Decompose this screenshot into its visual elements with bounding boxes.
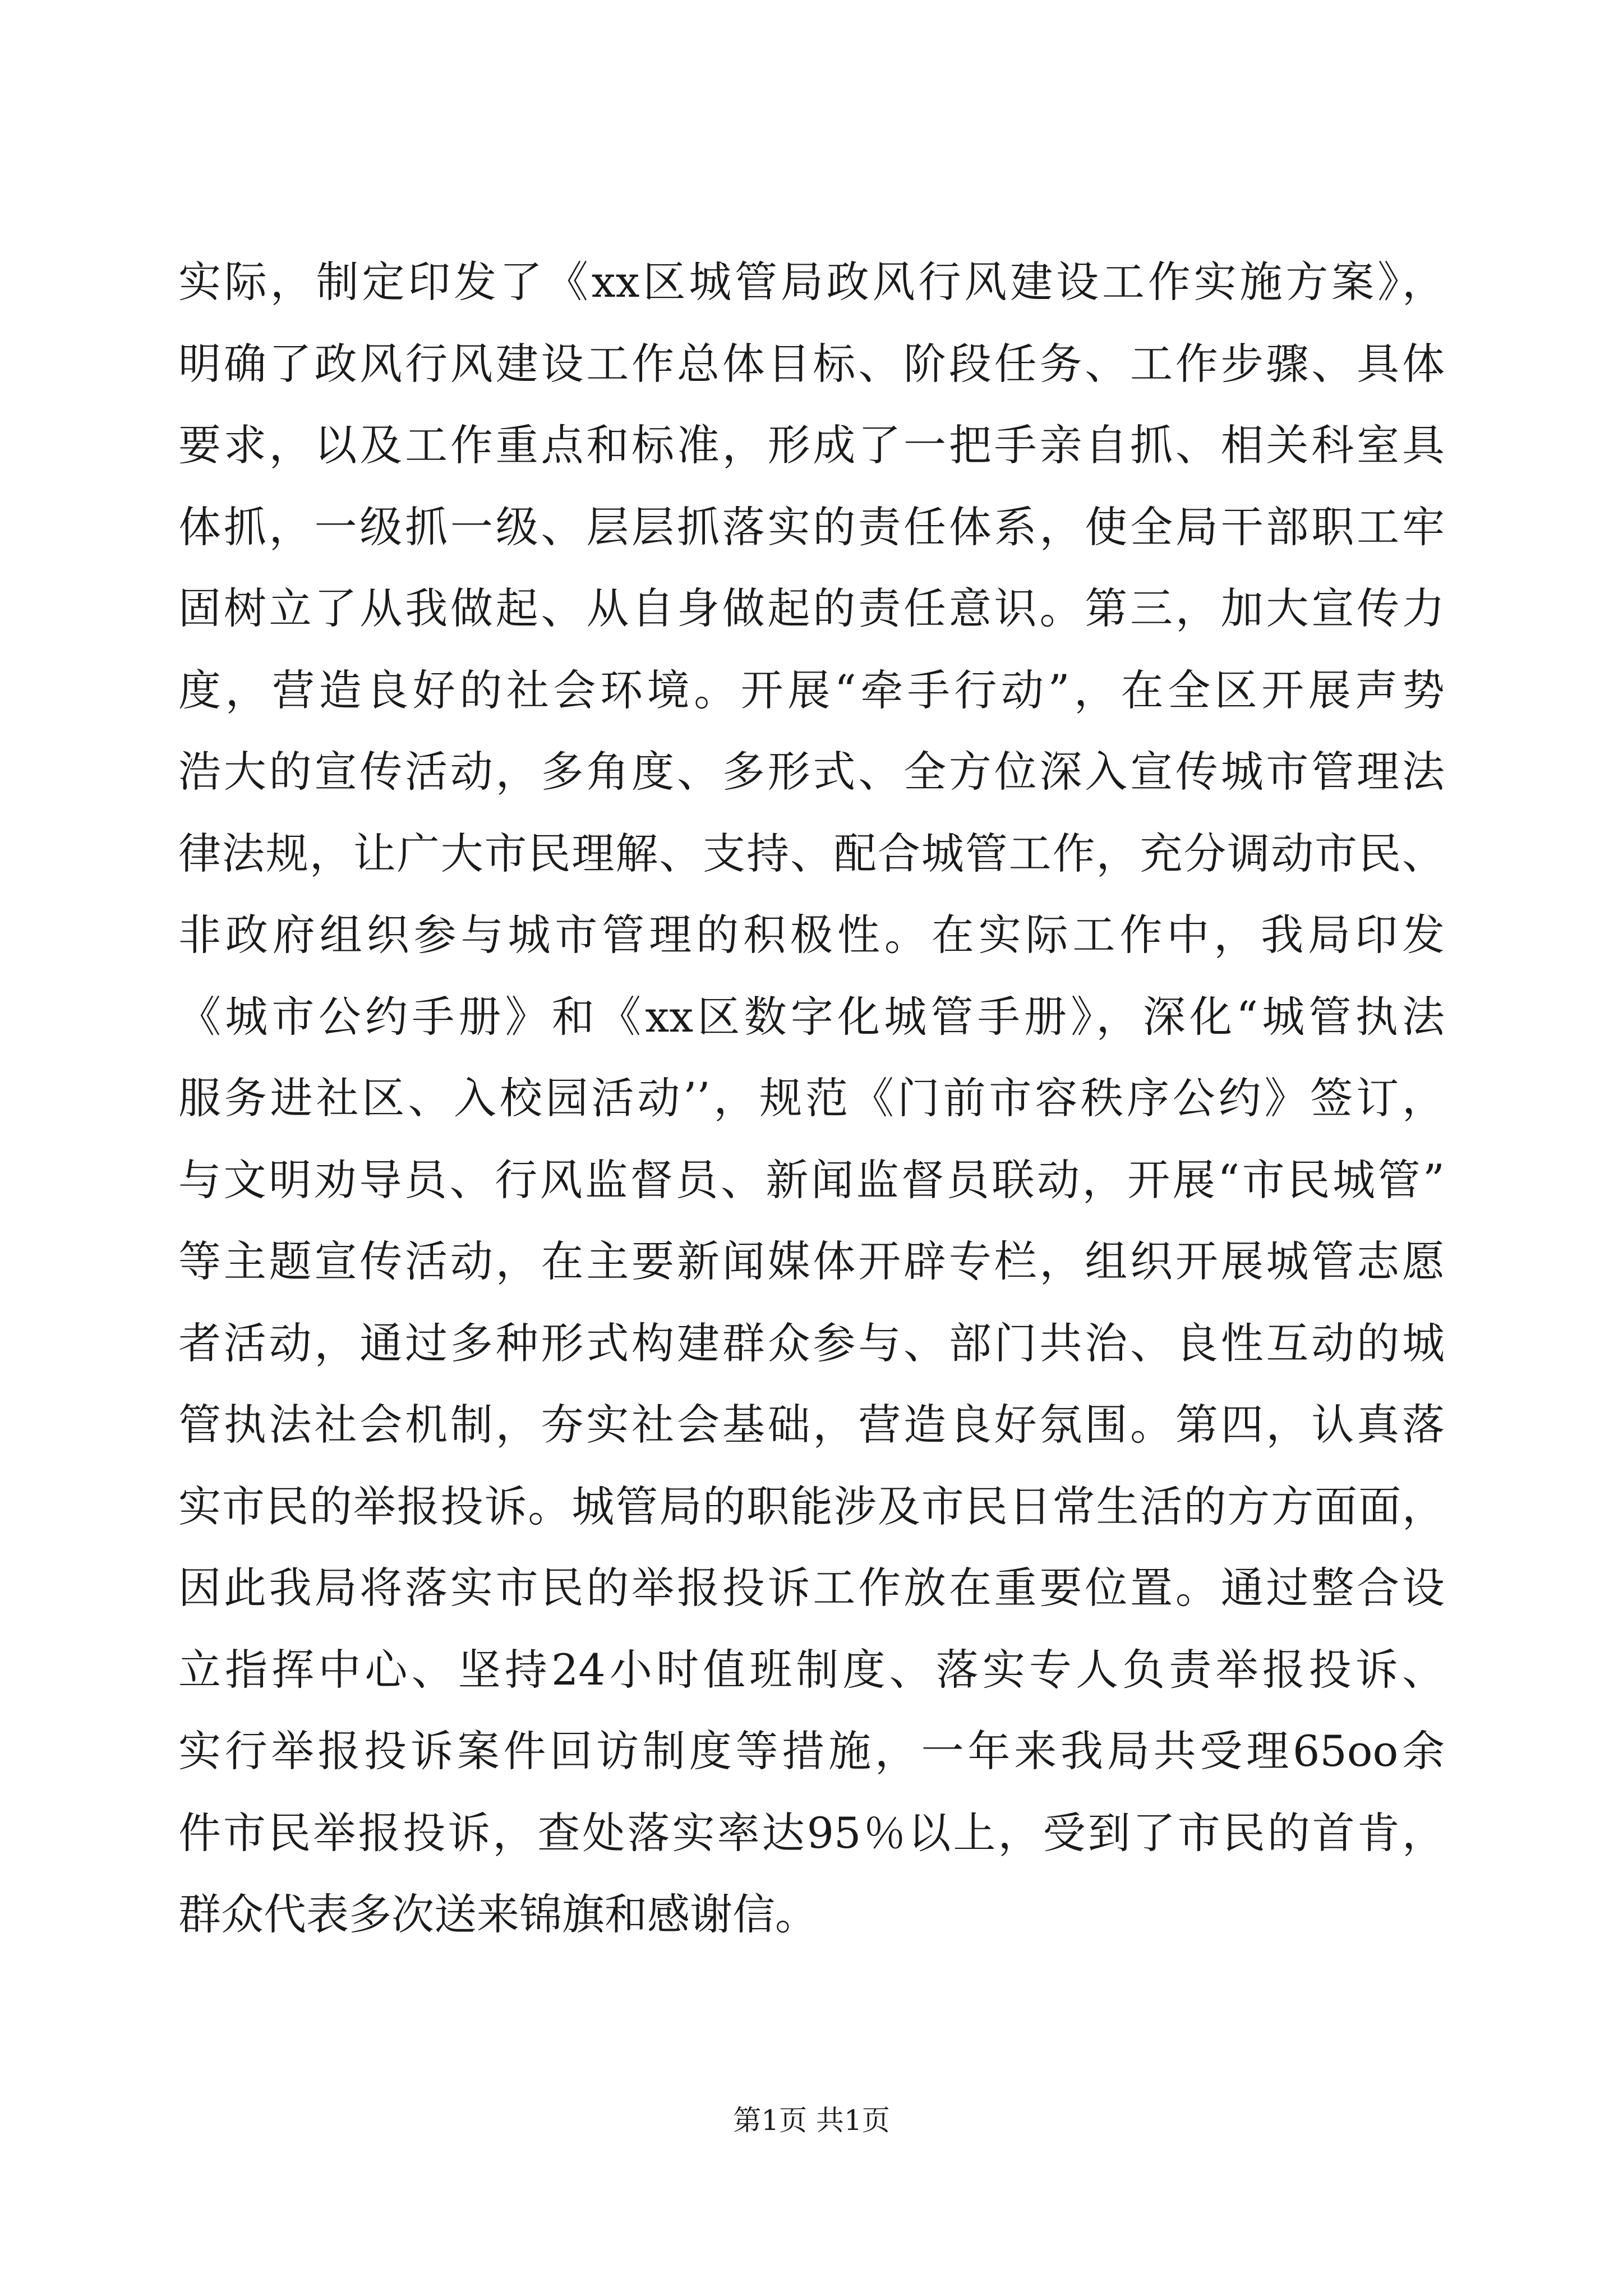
text-line-1: 实际，制定印发了《xx区城管局政风行风建设工作实施方案》， — [178, 257, 1445, 307]
text-line-11: 服务进社区、入校园活动’’，规范《门前市容秩序公约》签订， — [178, 1073, 1445, 1123]
text-line-6: 度，营造良好的社会环境。开展“牵手行动”，在全区开展声势 — [178, 665, 1445, 715]
text-line-3: 要求，以及工作重点和标准，形成了一把手亲自抓、相关科室具 — [178, 420, 1445, 470]
text-line-12: 与文明劝导员、行风监督员、新闻监督员联动，开展“市民城管” — [178, 1154, 1445, 1205]
text-line-10: 《城市公约手册》和《xx区数字化城管手册》，深化“城管执法 — [178, 991, 1445, 1042]
page-number-label: 第1页 共1页 — [733, 2104, 890, 2137]
text-line-4: 体抓，一级抓一级、层层抓落实的责任体系，使全局干部职工牢 — [178, 501, 1445, 552]
text-line-7: 浩大的宣传活动，多角度、多形式、全方位深入宣传城市管理法 — [178, 747, 1445, 797]
text-line-21: 群众代表多次送来锦旗和感谢信。 — [178, 1889, 818, 1939]
text-line-16: 实市民的举报投诉。城管局的职能涉及市民日常生活的方方面面， — [178, 1481, 1445, 1531]
text-line-13: 等主题宣传活动，在主要新闻媒体开辟专栏，组织开展城管志愿 — [178, 1236, 1445, 1286]
text-line-18: 立指挥中心、坚持24小时值班制度、落实专人负责举报投诉、 — [178, 1644, 1445, 1695]
text-line-5: 固树立了从我做起、从自身做起的责任意识。第三，加大宣传力 — [178, 583, 1445, 633]
text-line-20: 件市民举报投诉，查处落实率达95％以上，受到了市民的首肯， — [178, 1807, 1445, 1858]
text-line-14: 者活动，通过多种形式构建群众参与、部门共治、良性互动的城 — [178, 1318, 1445, 1368]
page-footer — [0, 2101, 1623, 2140]
text-line-15: 管执法社会机制，夯实社会基础，营造良好氛围。第四，认真落 — [178, 1400, 1445, 1450]
text-line-19: 实行举报投诉案件回访制度等措施，一年来我局共受理65oo余 — [178, 1726, 1445, 1776]
text-line-17: 因此我局将落实市民的举报投诉工作放在重要位置。通过整合设 — [178, 1563, 1445, 1613]
text-line-8: 律法规，让广大市民理解、支持、配合城管工作，充分调动市民、 — [178, 828, 1445, 878]
body-text — [178, 241, 1445, 1955]
text-line-9: 非政府组织参与城市管理的积极性。在实际工作中，我局印发 — [178, 910, 1445, 960]
text-line-2: 明确了政风行风建设工作总体目标、阶段任务、工作步骤、具体 — [178, 338, 1445, 389]
